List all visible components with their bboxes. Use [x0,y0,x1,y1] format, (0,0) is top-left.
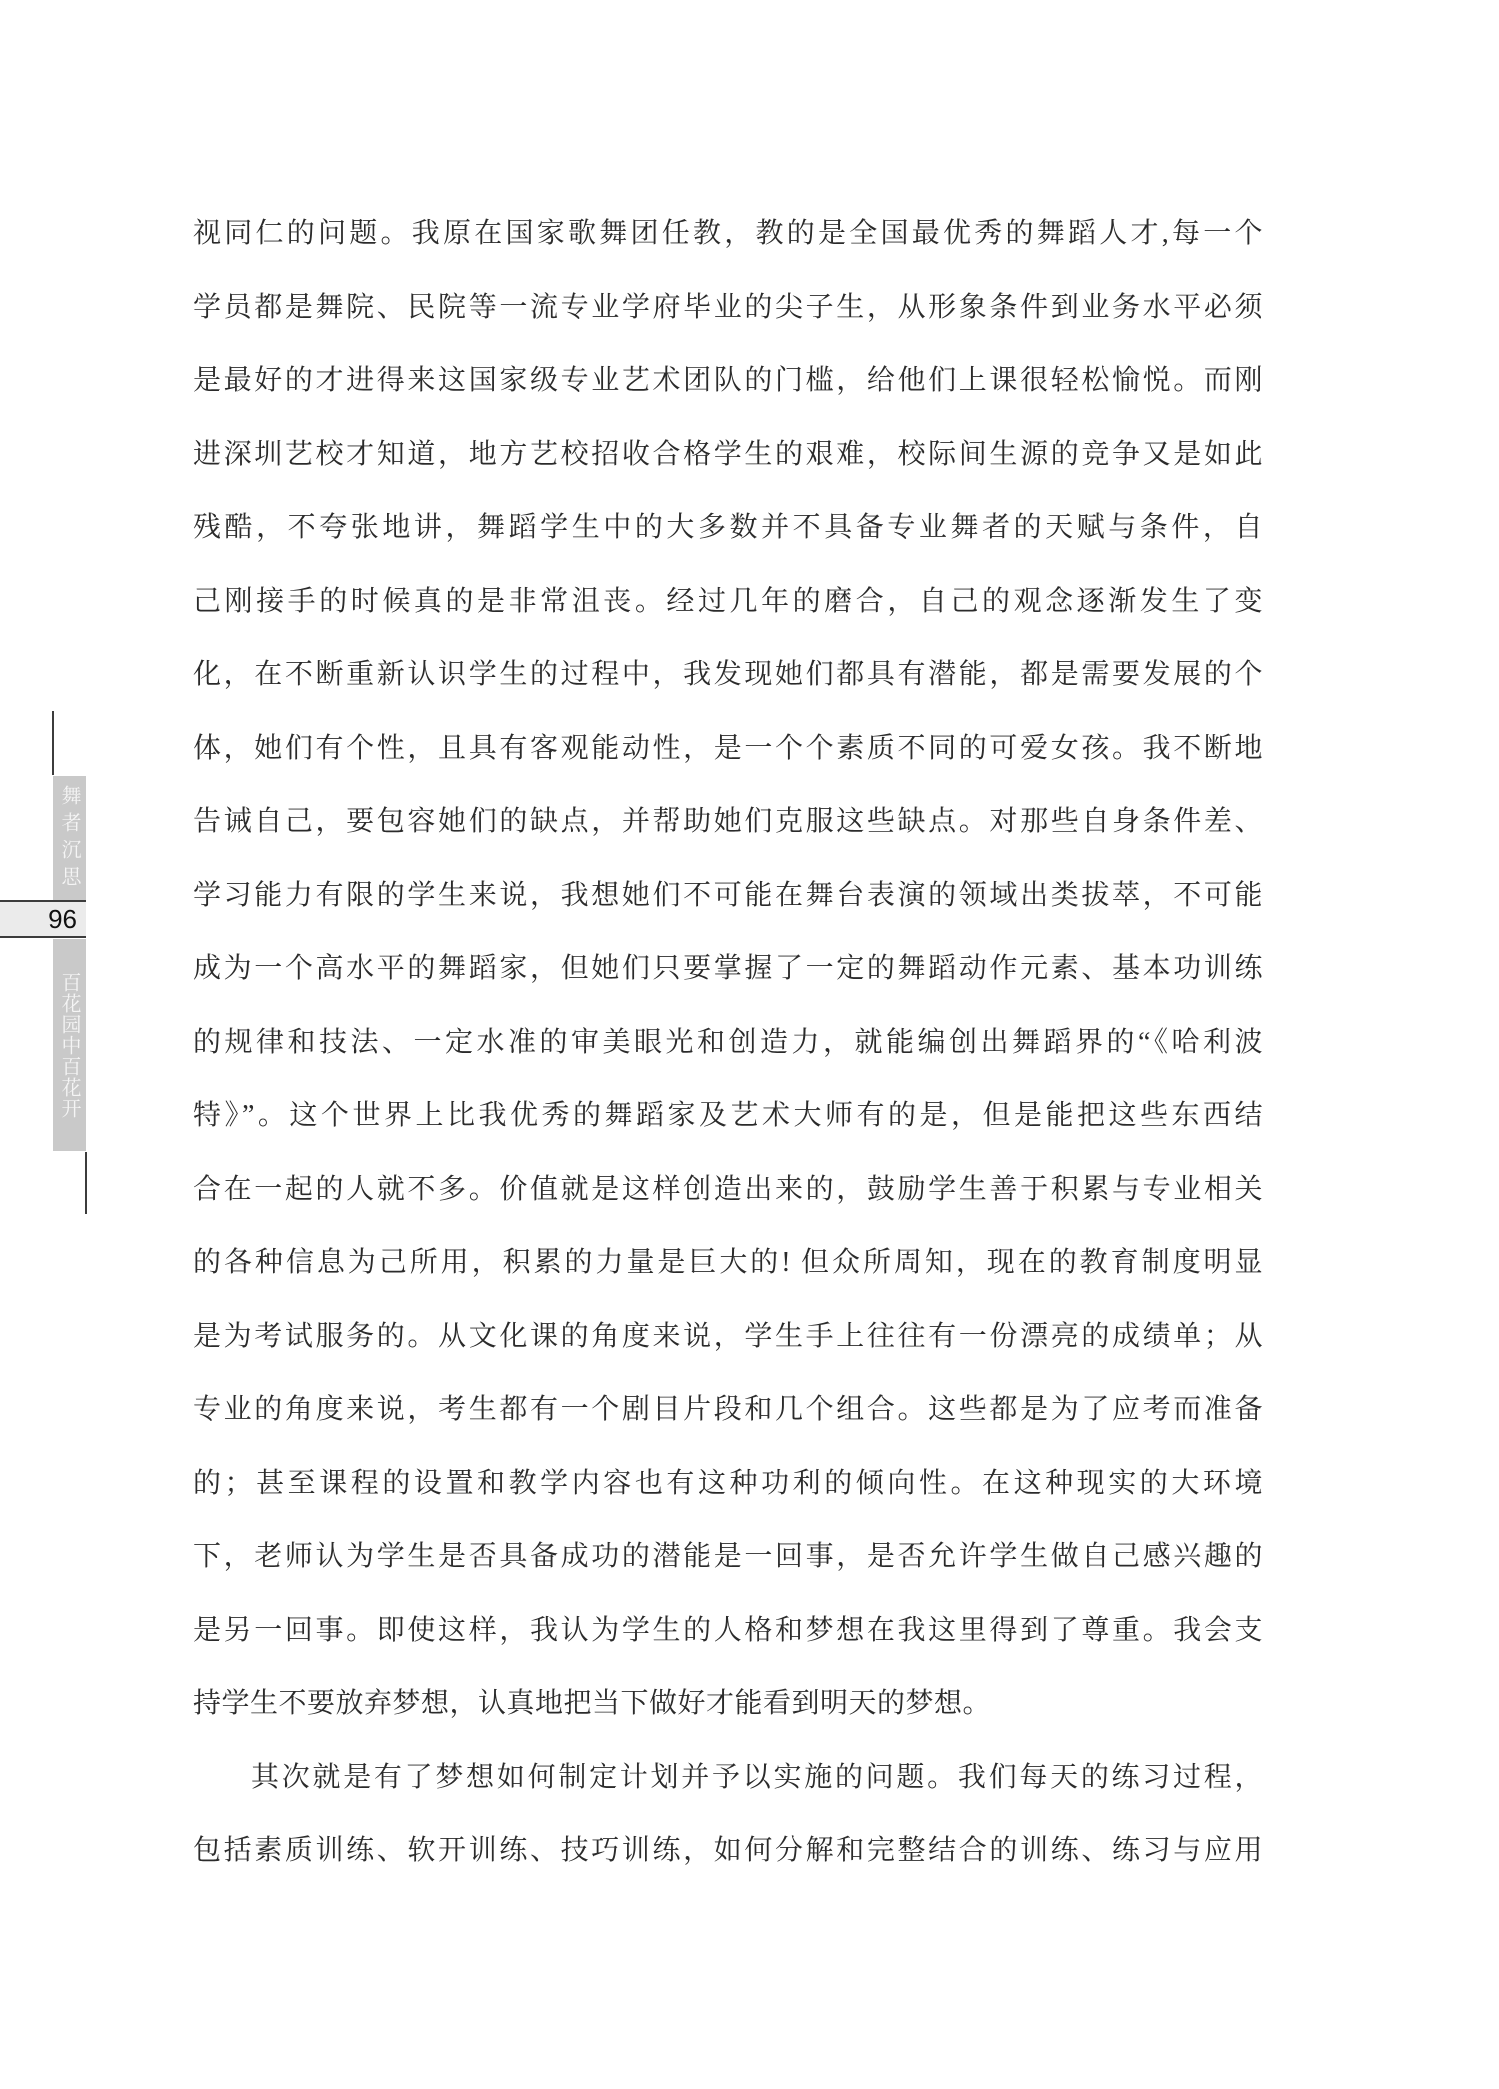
text-line: 己刚接手的时候真的是非常沮丧。经过几年的磨合，自己的观念逐渐发生了变 [193,585,1263,617]
text-line: 残酷，不夸张地讲，舞蹈学生中的大多数并不具备专业舞者的天赋与条件，自 [193,512,1263,543]
text-line: 成为一个高水平的舞蹈家，但她们只要掌握了一定的舞蹈动作元素、基本功训练 [193,953,1263,984]
text-line: 进深圳艺校才知道，地方艺校招收合格学生的艰难，校际间生源的竞争又是如此 [193,438,1263,470]
text-line: 包括素质训练、软开训练、技巧训练，如何分解和完整结合的训练、练习与应用 [193,1835,1263,1866]
text-line: 合在一起的人就不多。价值就是这样创造出来的，鼓励学生善于积累与专业相关 [193,1173,1263,1205]
text-line: 化，在不断重新认识学生的过程中，我发现她们都具有潜能，都是需要发展的个 [193,659,1263,690]
body-text [193,197,1263,1888]
text-line: 是另一回事。即使这样，我认为学生的人格和梦想在我这里得到了尊重。我会支 [193,1614,1263,1646]
text-line: 的；甚至课程的设置和教学内容也有这种功利的倾向性。在这种现实的大环境 [193,1467,1263,1499]
sidebar-chapter-label: 舞者沉思 [58,784,80,893]
text-line: 学员都是舞院、民院等一流专业学府毕业的尖子生，从形象条件到业务水平必须 [193,291,1263,323]
text-line: 特》”。这个世界上比我优秀的舞蹈家及艺术大师有的是，但是能把这些东西结 [193,1100,1263,1131]
page-number-box [0,900,86,938]
text-line: 专业的角度来说，考生都有一个剧目片段和几个组合。这些都是为了应考而准备 [193,1394,1263,1425]
sidebar-section-bar [53,939,86,1151]
sidebar-section-label: 百花园中百花开 [58,971,80,1119]
text-line: 持学生不要放弃梦想，认真地把当下做好才能看到明天的梦想。 [193,1688,992,1719]
sidebar-rule-top [52,711,54,775]
text-line: 告诫自己，要包容她们的缺点，并帮助她们克服这些缺点。对那些自身条件差、 [193,806,1263,837]
text-line: 的各种信息为己所用，积累的力量是巨大的! 但众所周知，现在的教育制度明显 [193,1247,1263,1278]
text-line: 其次就是有了梦想如何制定计划并予以实施的问题。我们每天的练习过程， [251,1761,1263,1793]
text-line: 学习能力有限的学生来说，我想她们不可能在舞台表演的领域出类拔萃，不可能 [193,879,1263,911]
text-line: 视同仁的问题。我原在国家歌舞团任教，教的是全国最优秀的舞蹈人才,每一个 [193,218,1263,249]
page-number: 96 [48,903,77,934]
text-line: 是为考试服务的。从文化课的角度来说，学生手上往往有一份漂亮的成绩单；从 [193,1320,1263,1352]
sidebar-chapter-bar [53,776,86,901]
sidebar-rule-bottom [85,1152,87,1214]
text-line: 体，她们有个性，且具有客观能动性，是一个个素质不同的可爱女孩。我不断地 [193,732,1263,764]
text-line: 是最好的才进得来这国家级专业艺术团队的门槛，给他们上课很轻松愉悦。而刚 [193,365,1263,396]
text-line: 下，老师认为学生是否具备成功的潜能是一回事，是否允许学生做自己感兴趣的 [193,1541,1263,1572]
text-line: 的规律和技法、一定水准的审美眼光和创造力，就能编创出舞蹈界的“《哈利波 [193,1026,1263,1058]
